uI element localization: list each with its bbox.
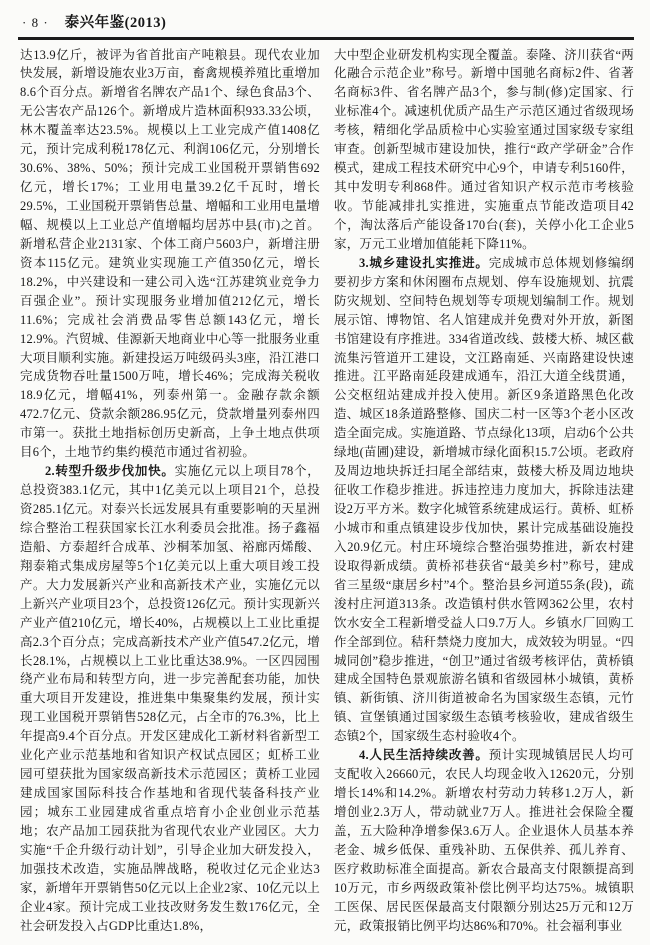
left-column (20, 46, 320, 936)
page-body (0, 40, 650, 936)
paragraph-text: 大中型企业研发机构实现全覆盖。泰隆、济川获省“两化融合示范企业”称号。新增中国驰名商标2件、省著名商标3件、省名牌产品3个，参与制(修)定国家、行业标准4个。减速机优质产品生产示范区通过省级现场考核，精细化学品质检中心实验室通过国家级专家组审查。创新型城市建设加快，推行“政产学研金”合作模式，建成工程技术研究中心9个，申请专利5160件，其中发明专利868件。通过省知识产权示范市考核验收。节能减排扎实推进，实施重点节能改造项目42个，淘汰落后产能设备170台(套)，关停小化工企业5家，万元工业增加值能耗下降11%。 (334, 47, 634, 251)
paragraph-continuation (334, 46, 634, 254)
paragraph-text: 完成城市总体规划修编纲要初步方案和休闲圈布点规划、停车设施规划、抗震防灾规划、空间特色规划等专项规划编制工作。规划展示馆、博物馆、名人馆建成并免费对外开放，新图书馆建设有序推进。334省道改线、鼓楼大桥、城区截流集污管道开工建设，文江路南延、兴南路建设快速推进。江平路南延段建成通车，沿江大道全线贯通，公交枢纽站建成并投入使用。新区9条道路黑色化改造、城区18条道路整修、国庆二村一区等3个老小区改造全面完成。实施道路、节点绿化13项，启动6个公共绿地(苗圃)建设，新增城市绿化面积15.7公顷。老政府及周边地块拆迁扫尾全部结束，鼓楼大桥及周边地块征收工作稳步推进。拆违控违力度加大，拆除违法建设2万平方米。数字化城管系统建成运行。黄桥、虹桥小城市和重点镇建设步伐加快，累计完成基础设施投入20.9亿元。村庄环境综合整治强势推进，新农村建设取得新成绩。黄桥祁巷获省“最美乡村”称号，建成省三星级“康居乡村”4个。整治县乡河道55条(段)，疏浚村庄河道313条。改造镇村供水管网362公里，农村饮水安全工程新增受益人口9.7万人。乡镇水厂回购工作全部到位。秸秆禁烧力度加大，成效较为明显。“四城同创”稳步推进，“创卫”通过省级考核评估，黄桥镇建成全国特色景观旅游名镇和省级园林小城镇，黄桥镇、新街镇、济川街道被命名为国家级生态镇，元竹镇、宣堡镇通过国家级生态镇考核验收，建成省级生态镇2个，国家级生态村验收4个。 (334, 255, 634, 744)
paragraph-text: 达13.9亿斤，被评为省首批亩产吨粮县。现代农业加快发展，新增设施农业3万亩，畜禽规模养殖比重增加8.6个百分点。新增省名牌农产品1个、绿色食品3个、无公害农产品126个。新增成片造林面积933.33公顷，林木覆盖率达23.5%。规模以上工业完成产值1408亿元，预计完成利税178亿元、利润106亿元，分别增长30.6%、38%、50%；预计完成工业国税开票销售692亿元，增长17%；工业用电量39.2亿千瓦时，增长29.5%，工业国税开票销售总量、增幅和工业用电量增幅、规模以上工业总产值增幅均居苏中县(市)之首。新增私营企业2131家、个体工商户5603户，新增注册资本115亿元。建筑业实现施工产值350亿元，增长18.2%，中兴建设和一建公司入选“江苏建筑业竞争力百强企业”。预计实现服务业增加值212亿元，增长11.6%；完成社会消费品零售总额143亿元，增长12.9%。汽贸城、佳源新天地商业中心等一批服务业重大项目顺利实施。新建投运万吨级码头3座，沿江港口完成货物吞吐量1500万吨，增长46%；完成海关税收18.9亿元，增幅41%，列泰州第一。金融存款余额472.7亿元、贷款余额286.95亿元，贷款增量列泰州四市第一。获批土地指标创历史新高，上争土地点供项目6个，土地节约集约模范市通过省初验。 (20, 47, 320, 460)
paragraph-section-2 (20, 462, 320, 935)
section-lead: 4.人民生活持续改善。 (359, 748, 489, 763)
paragraph-continuation (20, 46, 320, 463)
section-lead: 3.城乡建设扎实推进。 (359, 255, 489, 270)
paragraph-section-3 (334, 254, 634, 746)
paragraph-text: 预计实现城镇居民人均可支配收入26660元，农民人均现金收入12620元，分别增长14%和14.2%。新增农村劳动力转移1.2万人，新增创业2.3万人，带动就业7万人。推进社会保险全覆盖，五大险种净增参保3.6万人。企业退休人员基本养老金、城乡低保、重残补助、五保供养、孤儿养育、医疗救助标准全面提高。新农合最高支付限额提高到10万元，市乡两级政策补偿比例平均达75%。城镇职工医保、居民医保最高支付限额分别达25万元和12万元，政策报销比例平均达86%和70%。社会福利事业 (334, 748, 634, 933)
right-column (334, 46, 634, 936)
page-number: · 8 · (22, 15, 49, 30)
book-title: 泰兴年鉴(2013) (64, 15, 167, 31)
paragraph-text: 实施亿元以上项目78个，总投资383.1亿元，其中1亿美元以上项目21个，总投资285.1亿元。对泰兴长远发展具有重要影响的天星洲综合整治工程获国家长江水利委员会批准。扬子鑫福造船、方泰超纤合成革、沙桐苯加氢、裕廊丙烯酸、翔泰箱式集成房屋等5个1亿美元以上重大项目竣工投产。大力发展新兴产业和高新技术产业，实施亿元以上新兴产业项目23个，总投资126亿元。预计实现新兴产业产值210亿元，增长40%，占规模以上工业比重提高2.3个百分点；完成高新技术产业产值547.2亿元，增长28.1%，占规模以上工业比重达38.9%。一区四园围绕产业布局和转型方向，进一步完善配套功能，加快重大项目开发建设，推进集中集聚集约发展，预计实现工业国税开票销售528亿元，占全市的76.3%，比上年提高9.4个百分点。开发区建成化工新材料省新型工业化产业示范基地和省知识产权试点园区；虹桥工业园可望获批为国家级高新技术示范园区；黄桥工业园建成国家国际科技合作基地和省现代装备科技产业园；城东工业园建成省重点培育小企业创业示范基地；农产品加工园获批为省现代农业产业园区。大力实施“千企升级行动计划”，引导企业加大研发投入，加强技术改造，实施品牌战略，税收过亿元企业达3家，新增年开票销售50亿元以上企业2家、10亿元以上企业4家。预计完成工业技改财务发生数176亿元，全社会研发投入占GDP比重达1.8%， (20, 464, 321, 933)
paragraph-section-4 (334, 746, 634, 935)
section-lead: 2.转型升级步伐加快。 (45, 464, 175, 479)
page-header (0, 0, 650, 32)
